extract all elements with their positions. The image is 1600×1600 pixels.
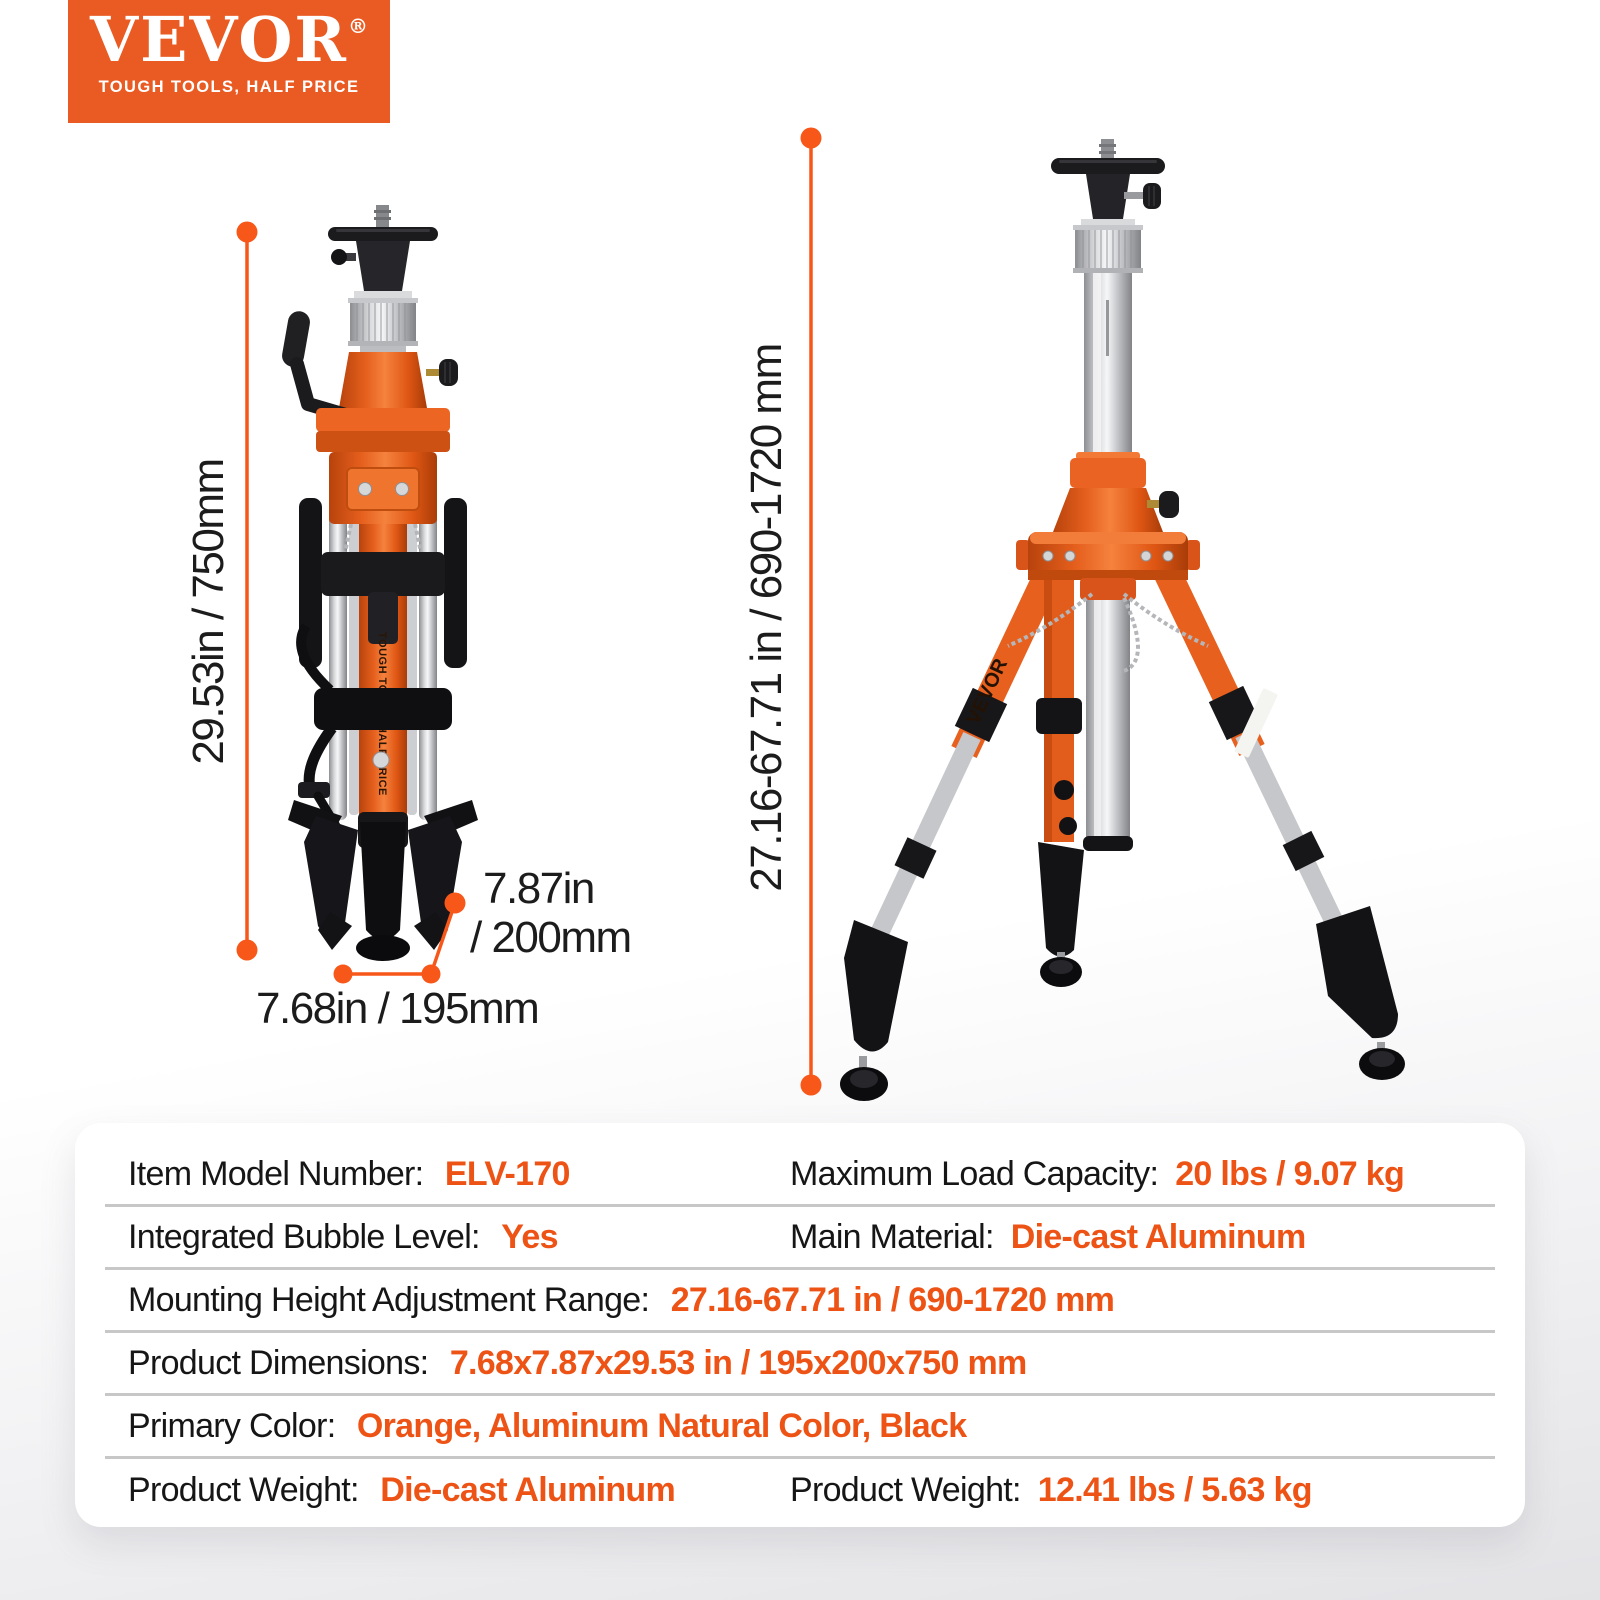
dimension-collapsed-height: 29.53in / 750mm — [184, 459, 233, 765]
spec-label: Maximum Load Capacity: — [790, 1154, 1159, 1193]
spec-label: Main Material: — [790, 1217, 994, 1256]
spec-cell — [790, 1207, 1306, 1267]
spec-row — [105, 1396, 1495, 1459]
spec-cell — [790, 1144, 1404, 1204]
dimension-collapsed-depth — [470, 864, 631, 962]
spec-value: 20 lbs / 9.07 kg — [1175, 1154, 1405, 1193]
spec-row — [105, 1333, 1495, 1396]
spec-value: Orange, Aluminum Natural Color, Black — [356, 1406, 967, 1445]
spec-row — [105, 1144, 1495, 1207]
collapsed-tripod-graphic — [280, 205, 478, 961]
spec-row — [105, 1207, 1495, 1270]
dimension-collapsed-depth-line1: 7.87in — [483, 864, 594, 913]
spec-value: 12.41 lbs / 5.63 kg — [1037, 1471, 1312, 1509]
spec-cell — [128, 1471, 675, 1510]
spec-label: Product Weight: — [790, 1471, 1021, 1509]
collapsed-tripod-photo — [250, 190, 500, 980]
spec-value: ELV-170 — [444, 1154, 570, 1193]
brand-logo-text — [68, 3, 390, 76]
spec-value: 7.68x7.87x29.53 in / 195x200x750 mm — [449, 1343, 1027, 1382]
spec-cell — [128, 1155, 570, 1194]
registered-mark: ® — [347, 14, 368, 38]
brand-name: VEVOR — [90, 3, 348, 76]
spec-label: Integrated Bubble Level: — [128, 1217, 480, 1256]
spec-label: Product Dimensions: — [128, 1343, 429, 1382]
brand-tagline: TOUGH TOOLS, HALF PRICE — [98, 78, 360, 96]
spec-cell — [128, 1281, 1114, 1320]
spec-label: Primary Color: — [128, 1406, 336, 1445]
brand-logo — [68, 0, 390, 123]
spec-value: Die-cast Aluminum — [380, 1471, 676, 1509]
dimension-extended-height: 27.16-67.71 in / 690-1720 mm — [742, 344, 791, 892]
spec-value: Die-cast Aluminum — [1010, 1217, 1306, 1256]
spec-panel — [75, 1123, 1525, 1527]
spec-cell — [128, 1407, 966, 1446]
spec-label: Item Model Number: — [128, 1154, 424, 1193]
spec-label: Mounting Height Adjustment Range: — [128, 1280, 650, 1319]
spec-value: Yes — [501, 1217, 558, 1256]
spec-row — [105, 1459, 1495, 1522]
dimension-collapsed-width: 7.68in / 195mm — [256, 984, 539, 1033]
extended-tripod-photo — [828, 125, 1432, 1115]
dimension-collapsed-depth-line2: / 200mm — [470, 913, 631, 962]
extended-leg-print: VEVOR — [962, 655, 1013, 729]
spec-cell — [128, 1218, 558, 1257]
extended-tripod-graphic — [840, 139, 1405, 1101]
spec-value: 27.16-67.71 in / 690-1720 mm — [670, 1280, 1115, 1319]
spec-cell — [790, 1459, 1312, 1522]
spec-label: Product Weight: — [128, 1471, 359, 1509]
spec-row — [105, 1270, 1495, 1333]
spec-cell — [128, 1344, 1027, 1383]
